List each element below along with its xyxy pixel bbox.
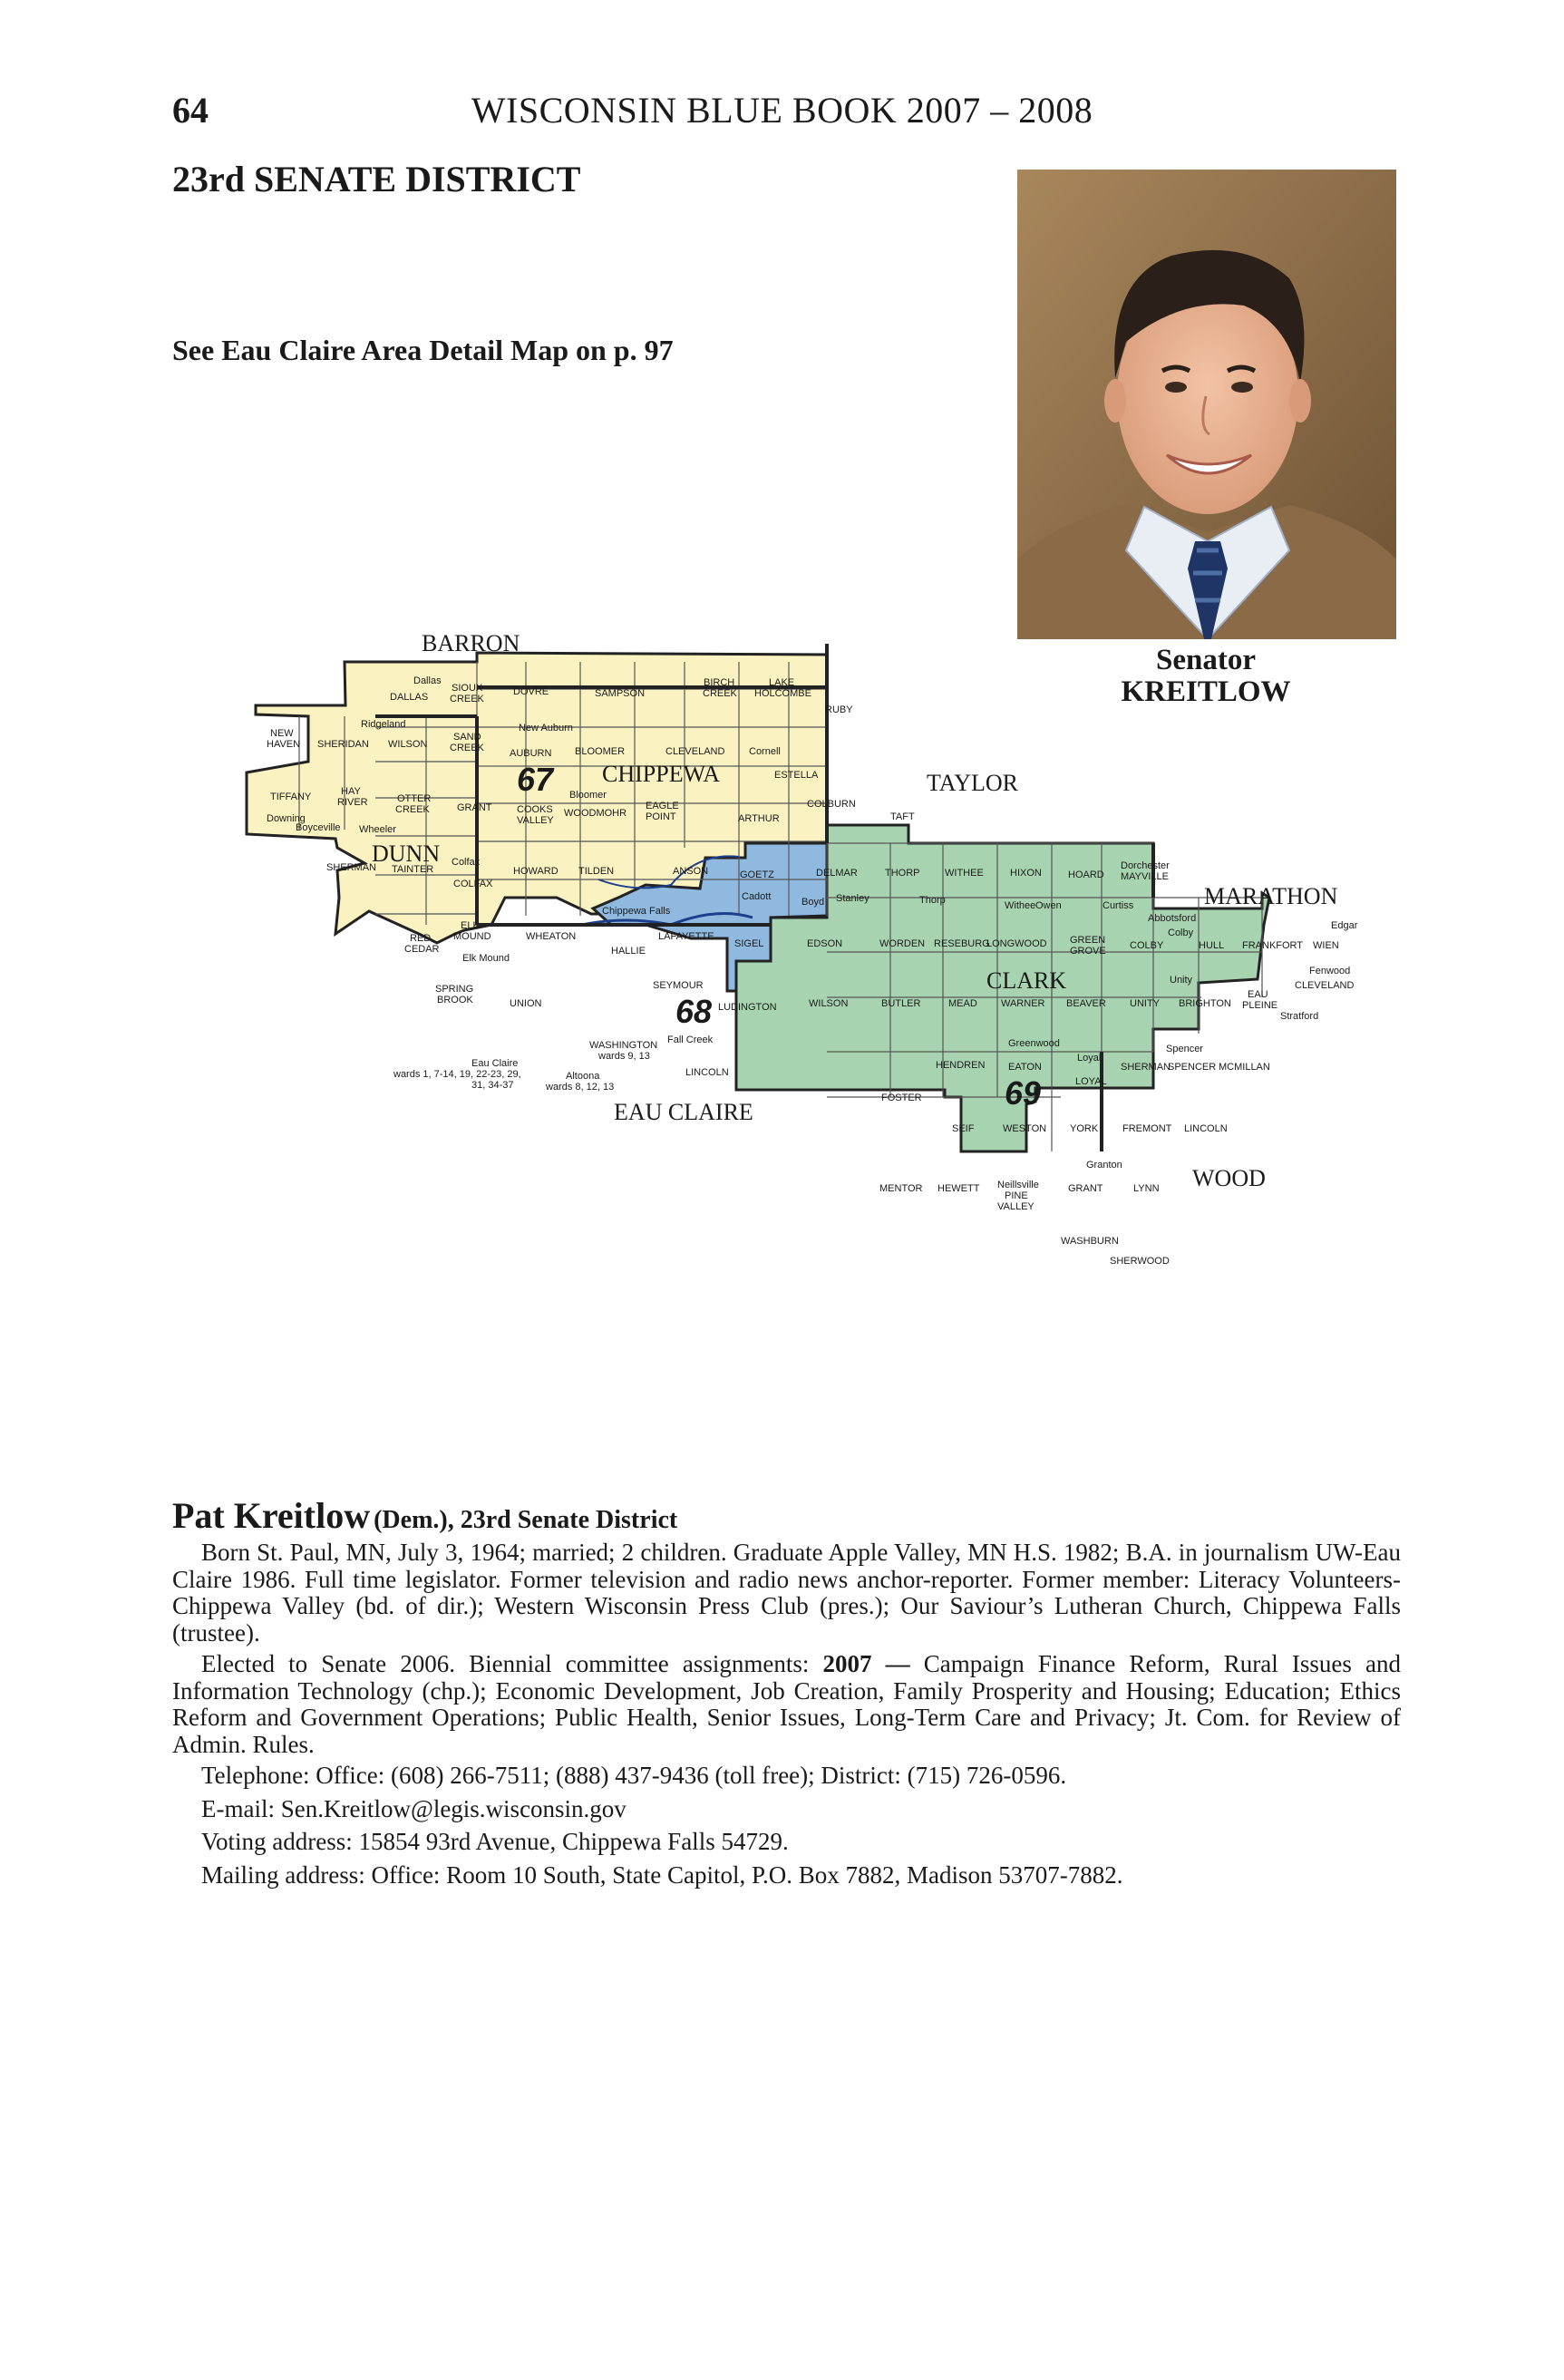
senator-portrait-photo	[1017, 170, 1396, 639]
town-label: LINCOLN	[685, 1067, 729, 1078]
town-label: Downing	[267, 813, 306, 824]
town-label: SHERMAN	[1121, 1062, 1171, 1073]
town-label: SEYMOUR	[653, 980, 704, 991]
town-label: EAGLE	[646, 801, 679, 811]
town-label: LOYAL	[1075, 1076, 1107, 1087]
town-label: Withee	[1005, 900, 1036, 911]
town-label: HENDREN	[936, 1060, 986, 1071]
town-label: Edgar	[1331, 920, 1358, 931]
town-label: SPRING	[435, 984, 474, 995]
town-label: VALLEY	[997, 1201, 1035, 1212]
town-label: LYNN	[1133, 1183, 1160, 1194]
town-label: Greenwood	[1008, 1038, 1060, 1049]
district-67-number: 67	[517, 761, 554, 798]
town-label: BROOK	[437, 995, 473, 1005]
town-label: RED	[410, 933, 432, 944]
town-label: WILSON	[388, 739, 428, 750]
town-label: FRANKFORT	[1242, 940, 1304, 951]
town-label: NEW	[270, 728, 294, 739]
town-label: BRIGHTON	[1179, 998, 1231, 1009]
town-label: LAKE	[769, 677, 795, 688]
town-label: ELK	[461, 920, 480, 931]
town-label: POINT	[646, 811, 676, 822]
town-label: HOLCOMBE	[754, 688, 811, 699]
town-label: HAY	[341, 786, 361, 797]
portrait-caption-name: KREITLOW	[1121, 675, 1291, 708]
town-label: RIVER	[337, 797, 368, 808]
town-label: WESTON	[1003, 1123, 1047, 1134]
page-number: 64	[172, 90, 209, 131]
town-label: MCMILLAN	[1219, 1062, 1270, 1073]
town-label: LINCOLN	[1184, 1123, 1228, 1134]
town-label: COLBURN	[807, 799, 856, 810]
town-label: HOARD	[1068, 869, 1104, 880]
town-label: THORP	[885, 868, 920, 879]
committee-year: 2007 —	[822, 1650, 910, 1677]
biography-paragraph: Born St. Paul, MN, July 3, 1964; married; 2 children. Graduate Apple Valley, MN H.S. 1982; B.A. in journalism UW-Eau Claire 1986. Full time legislator. Former television and radio news anchor-reporter. Former member: Literacy Volunteers-Chippewa Valley (bd. of dir.); Western Wisconsin Press Club (pres.); Our Saviour’s Lutheran Church, Chippewa Falls (trustee).	[172, 1539, 1401, 1647]
town-label: WOODMOHR	[564, 808, 627, 819]
town-label: UNITY	[1130, 998, 1160, 1009]
town-label: Boyd	[801, 897, 825, 908]
town-label: HULL	[1199, 940, 1225, 951]
town-label: VALLEY	[517, 815, 554, 826]
town-label: DELMAR	[816, 868, 858, 879]
town-label: HIXON	[1010, 868, 1042, 879]
town-label: EAU	[1248, 989, 1268, 1000]
town-label: EDSON	[807, 938, 843, 949]
town-label: SHERIDAN	[317, 739, 369, 750]
town-label: MENTOR	[879, 1183, 923, 1194]
town-label: BEAVER	[1066, 998, 1106, 1009]
town-label: CLEVELAND	[665, 746, 725, 757]
town-label: CEDAR	[404, 944, 440, 955]
town-label: wards 9, 13	[598, 1051, 650, 1062]
town-label: Eau Claire	[471, 1058, 519, 1069]
voting-address-line: Voting address: 15854 93rd Avenue, Chippewa Falls 54729.	[201, 1828, 789, 1855]
town-label: GOETZ	[740, 869, 774, 880]
town-label: COLBY	[1130, 940, 1164, 951]
town-label: Granton	[1086, 1160, 1122, 1171]
town-label: MOUND	[453, 931, 491, 942]
town-label: SHERWOOD	[1110, 1256, 1170, 1267]
county-taylor: TAYLOR	[927, 770, 1018, 796]
town-label: SIOUX	[452, 683, 483, 694]
town-label: HAVEN	[267, 739, 301, 750]
telephone-line: Telephone: Office: (608) 266-7511; (888) 437-9436 (toll free); District: (715) 726-0596.	[201, 1762, 1067, 1789]
town-label: FREMONT	[1122, 1123, 1172, 1134]
town-label: FOSTER	[881, 1093, 922, 1103]
town-label: New Auburn	[519, 723, 573, 733]
town-label: TAINTER	[392, 864, 434, 875]
town-label: WORDEN	[879, 938, 926, 949]
town-label: TAFT	[890, 811, 915, 822]
town-label: UNION	[510, 998, 542, 1009]
town-label: WILSON	[809, 998, 849, 1009]
town-label: PINE	[1005, 1190, 1028, 1201]
town-label: Colby	[1168, 928, 1194, 938]
senator-affiliation: (Dem.), 23rd Senate District	[374, 1506, 678, 1534]
committee-paragraph	[172, 1651, 1401, 1758]
running-head: WISCONSIN BLUE BOOK 2007 – 2008	[471, 90, 1093, 131]
town-label: Altoona	[566, 1071, 600, 1082]
town-label: COLFAX	[453, 879, 493, 889]
senator-biography	[172, 1540, 1401, 1895]
town-label: SHERMAN	[326, 862, 377, 873]
town-label: LUDINGTON	[718, 1002, 777, 1013]
town-label: CREEK	[395, 804, 430, 815]
town-label: GRANT	[1068, 1183, 1103, 1194]
county-barron: BARRON	[422, 630, 520, 656]
county-chippewa: CHIPPEWA	[602, 761, 721, 787]
town-label: Fall Creek	[667, 1035, 714, 1045]
town-label: 31, 34-37	[471, 1080, 514, 1091]
town-label: GREEN	[1070, 935, 1106, 946]
town-label: HALLIE	[611, 946, 646, 957]
county-eau-claire: EAU CLAIRE	[614, 1099, 753, 1125]
town-label: WITHEE	[945, 868, 984, 879]
town-label: CREEK	[450, 743, 484, 753]
town-label: Stanley	[836, 893, 869, 904]
town-label: HOWARD	[513, 866, 559, 877]
town-label: Dallas	[413, 675, 442, 686]
town-label: WIEN	[1313, 940, 1339, 951]
town-label: GRANT	[457, 802, 492, 813]
town-label: HEWETT	[937, 1183, 980, 1194]
town-label: Thorp	[919, 895, 946, 906]
district-69-number: 69	[1005, 1074, 1042, 1112]
county-wood: WOOD	[1192, 1165, 1266, 1191]
town-label: Stratford	[1280, 1011, 1319, 1022]
town-label: EATON	[1008, 1062, 1042, 1073]
county-dunn: DUNN	[372, 840, 441, 867]
town-label: YORK	[1070, 1123, 1099, 1134]
county-clark: CLARK	[986, 967, 1067, 994]
town-label: GROVE	[1070, 946, 1106, 957]
town-label: TIFFANY	[270, 792, 312, 802]
committee-intro: Elected to Senate 2006. Biennial committee assignments:	[201, 1650, 823, 1677]
email-line: E-mail: Sen.Kreitlow@legis.wisconsin.gov	[201, 1794, 627, 1822]
district-title: 23rd SENATE DISTRICT	[172, 159, 581, 199]
portrait-caption-title: Senator	[1156, 644, 1256, 676]
committee-list: Campaign Finance Reform, Rural Issues and Information Technology (chp.); Economic Development, Job Creation, Family Prosperity and Housing; Education; Ethics Reform and Government Operations; Public Health, Senior Issues, Long-Term Care and Privacy; Jt. Com. for Review of Admin. Rules.	[172, 1650, 1401, 1758]
town-label: Spencer	[1166, 1044, 1203, 1054]
town-label: PLEINE	[1242, 1000, 1278, 1011]
town-label: BIRCH	[704, 677, 735, 688]
town-label: CREEK	[703, 688, 737, 699]
town-label: Cadott	[742, 891, 772, 902]
town-label: BLOOMER	[575, 746, 626, 757]
town-label: COOKS	[517, 804, 553, 815]
town-label: Loyal	[1077, 1053, 1102, 1064]
town-label: Elk Mound	[462, 953, 510, 964]
town-label: SAMPSON	[595, 688, 646, 699]
town-label: wards 1, 7-14, 19, 22-23, 29,	[393, 1069, 521, 1080]
town-label: WHEATON	[526, 931, 577, 942]
town-label: WASHBURN	[1061, 1236, 1119, 1247]
town-label: CLEVELAND	[1295, 980, 1355, 991]
town-label: Cornell	[749, 746, 781, 757]
town-label: SPENCER	[1168, 1062, 1217, 1073]
town-label: AUBURN	[510, 748, 552, 759]
town-label: ESTELLA	[774, 770, 819, 781]
town-label: ARTHUR	[738, 813, 780, 824]
town-label: OTTER	[397, 793, 432, 804]
town-label: RUBY	[825, 704, 853, 715]
town-label: MEAD	[948, 998, 977, 1009]
senator-name-line	[172, 1494, 677, 1537]
town-label: Owen	[1035, 900, 1062, 911]
district-68-number: 68	[675, 993, 713, 1030]
town-label: Unity	[1170, 975, 1193, 986]
town-label: Curtiss	[1103, 900, 1134, 911]
town-label: DOVRE	[513, 686, 549, 697]
town-label: Ridgeland	[361, 719, 406, 730]
county-marathon: MARATHON	[1204, 883, 1338, 909]
town-label: Bloomer	[569, 790, 607, 801]
town-label: wards 8, 12, 13	[546, 1082, 615, 1093]
town-label: Fenwood	[1309, 966, 1351, 976]
senator-name: Pat Kreitlow	[172, 1495, 371, 1536]
town-label: Colfax	[452, 857, 481, 868]
town-label: MAYVILLE	[1121, 871, 1169, 882]
town-label: Dorchester	[1121, 860, 1170, 871]
map-reference-note: See Eau Claire Area Detail Map on p. 97	[172, 334, 674, 366]
town-label: WARNER	[1001, 998, 1045, 1009]
mailing-address-line: Mailing address: Office: Room 10 South, State Capitol, P.O. Box 7882, Madison 53707-7882.	[201, 1860, 1123, 1889]
town-label: DALLAS	[390, 692, 429, 703]
town-label: CREEK	[450, 694, 484, 704]
town-label: BUTLER	[881, 998, 921, 1009]
town-label: LAFAYETTE	[658, 931, 714, 942]
town-label: WASHINGTON	[589, 1040, 658, 1051]
town-label: Chippewa Falls	[602, 906, 671, 917]
town-label: Abbotsford	[1148, 913, 1197, 924]
town-label: SIGEL	[734, 938, 764, 949]
town-label: SEIF	[952, 1123, 975, 1134]
town-label: RESEBURG	[934, 938, 990, 949]
town-label: Wheeler	[359, 824, 396, 835]
portrait-illustration	[1017, 170, 1396, 639]
town-label: SAND	[453, 732, 481, 743]
town-label: LONGWOOD	[986, 938, 1047, 949]
town-label: ANSON	[673, 866, 709, 877]
town-label: Neillsville	[997, 1180, 1039, 1190]
senate-district-map	[245, 626, 1378, 1301]
town-label: TILDEN	[578, 866, 615, 877]
town-label: Boyceville	[296, 822, 341, 833]
